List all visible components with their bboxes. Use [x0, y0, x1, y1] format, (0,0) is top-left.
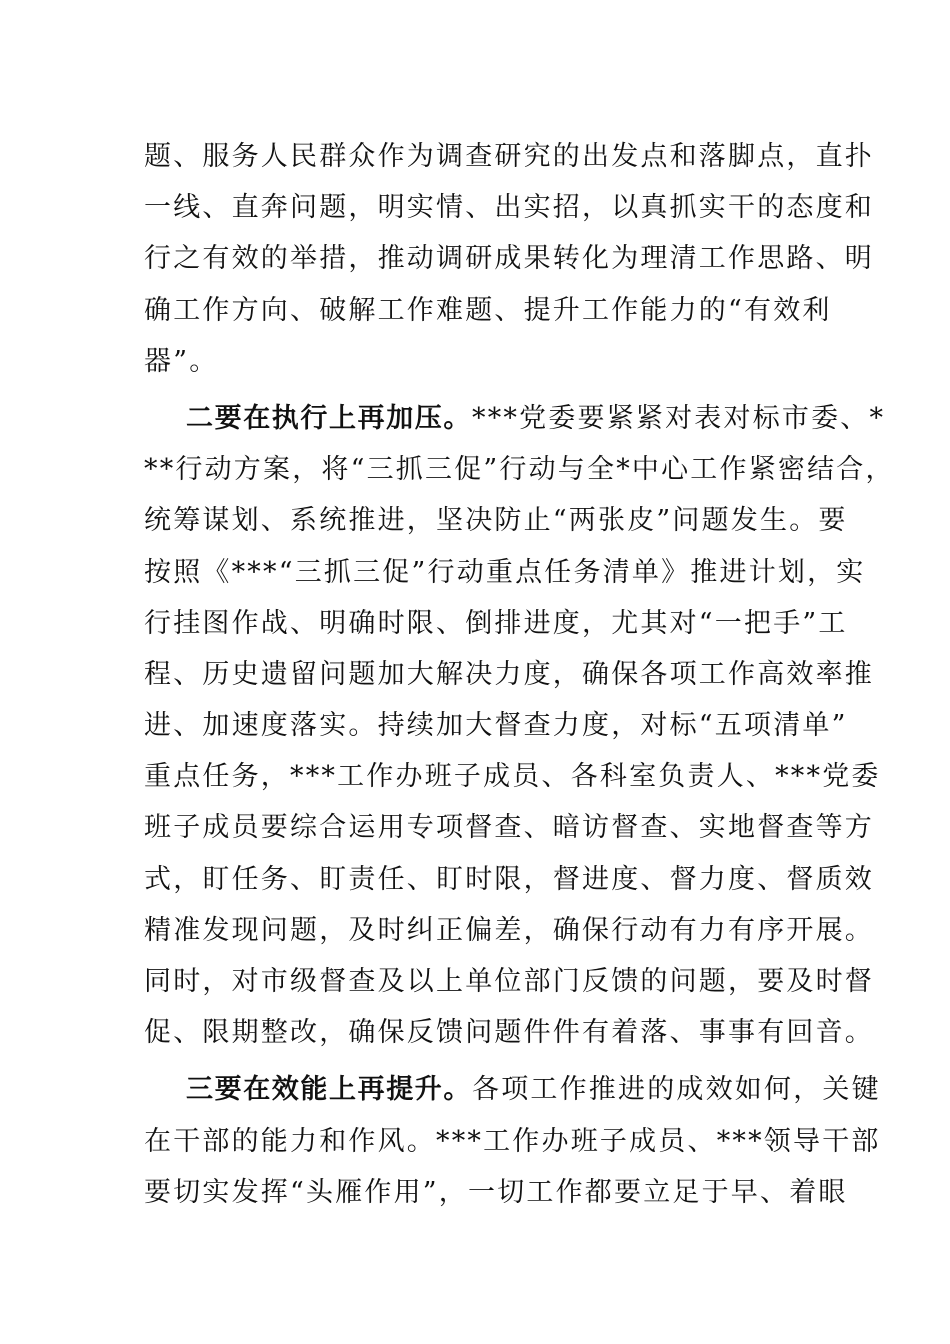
text-line: 行之有效的举措，推动调研成果转化为理清工作思路、明 — [144, 243, 874, 275]
text-line: 同时，对市级督查及以上单位部门反馈的问题，要及时督 — [144, 966, 874, 997]
paragraph-3 — [144, 1064, 881, 1218]
text-line — [144, 1064, 881, 1115]
text-line: 题、服务人民群众作为调查研究的出发点和落脚点，直扑 — [144, 141, 874, 172]
section-heading: 三要在效能上再提升。 — [186, 1074, 472, 1106]
text-line: 行挂图作战、明确时限、倒排进度，尤其对“一把手”工 — [144, 607, 848, 639]
text-line — [144, 393, 886, 444]
text-line: 进、加速度落实。持续加大督查力度，对标“五项清单” — [144, 710, 848, 742]
text-line: 按照《***“三抓三促”行动重点任务清单》推进计划，实 — [144, 556, 866, 588]
text-line: **行动方案，将“三抓三促”行动与全*中心工作紧密结合， — [144, 454, 895, 486]
document-body — [144, 131, 895, 1218]
text-line: 一线、直奔问题，明实情、出实招，以真抓实干的态度和 — [144, 192, 874, 224]
text-line: 程、历史遗留问题加大解决力度，确保各项工作高效率推 — [144, 658, 874, 690]
text-span: ***党委要紧紧对表对标市委、* — [472, 402, 886, 434]
paragraph-2 — [144, 393, 895, 1058]
text-line: 器”。 — [144, 345, 219, 377]
text-line: 在干部的能力和作风。***工作办班子成员、***领导干部 — [144, 1125, 881, 1157]
text-line: 要切实发挥“头雁作用”，一切工作都要立足于早、着眼 — [144, 1176, 848, 1208]
paragraph-1 — [144, 131, 874, 387]
text-line: 式，盯任务、盯责任、盯时限，督进度、督力度、督质效 — [144, 863, 874, 895]
text-line: 确工作方向、破解工作难题、提升工作能力的“有效利 — [144, 294, 832, 326]
section-heading: 二要在执行上再加压。 — [186, 402, 472, 434]
text-line: 统筹谋划、系统推进，坚决防止“两张皮”问题发生。要 — [144, 505, 848, 537]
text-line: 促、限期整改，确保反馈问题件件有着落、事事有回音。 — [144, 1017, 874, 1049]
text-span: 各项工作推进的成效如何，关键 — [472, 1074, 881, 1106]
text-line: 班子成员要综合运用专项督查、暗访督查、实地督查等方 — [144, 812, 874, 844]
text-line: 精准发现问题，及时纠正偏差，确保行动有力有序开展。 — [144, 914, 874, 946]
text-line: 重点任务，***工作办班子成员、各科室负责人、***党委 — [144, 761, 881, 793]
